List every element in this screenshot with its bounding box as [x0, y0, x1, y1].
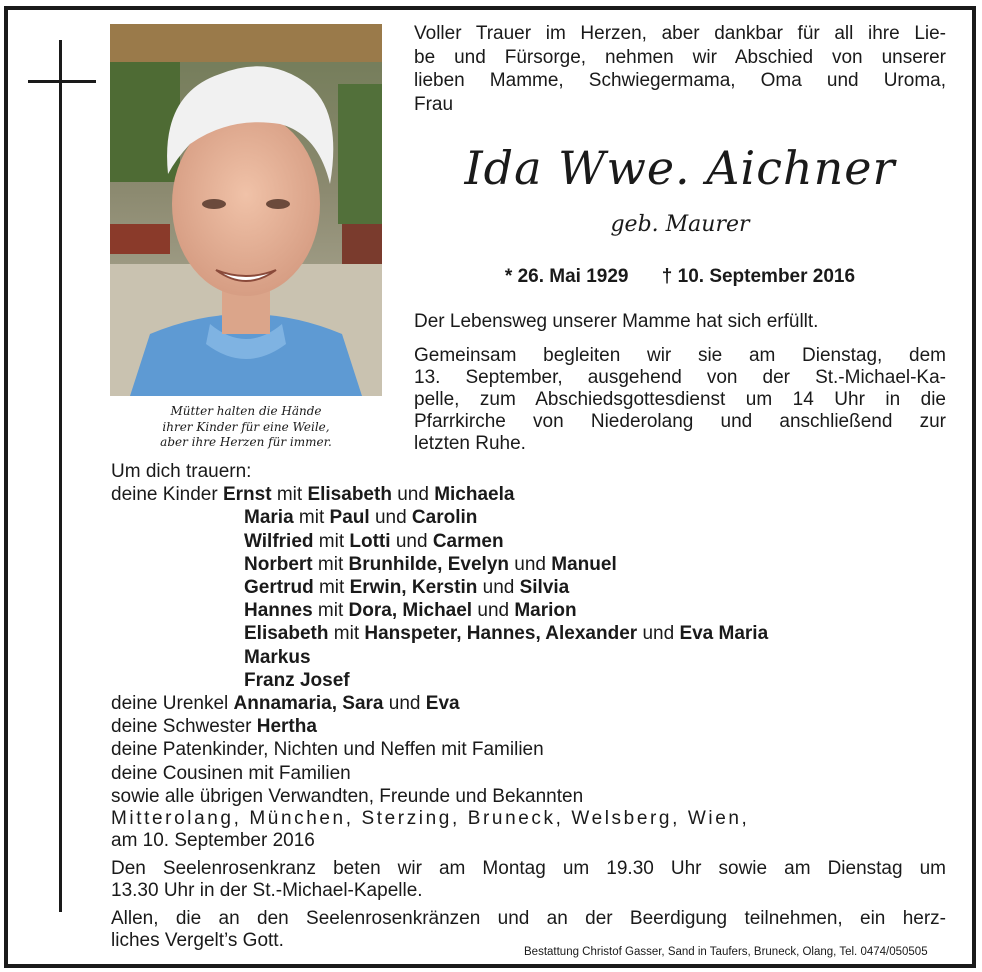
partner-name: Dora,: [348, 600, 398, 622]
funeral-text: [414, 345, 946, 455]
kids-prefix: deine Kinder: [111, 484, 218, 506]
sister-prefix: deine Schwester: [111, 716, 252, 738]
kids-row: [111, 669, 768, 692]
kid-name: Franz Josef: [244, 669, 350, 691]
connector: und: [395, 530, 428, 552]
kids-row: [111, 553, 768, 576]
partner-name: Hanspeter, Hannes, Alexander: [364, 623, 638, 645]
urenkel-name: Eva: [425, 693, 460, 715]
grandchild-name: Evelyn: [447, 553, 510, 575]
urenkel-row: [111, 692, 768, 715]
mourners-list: [111, 460, 768, 808]
date-line: am 10. September 2016: [111, 830, 315, 851]
connector: mit: [276, 484, 303, 506]
others-row: deine Cousinen mit Familien: [111, 762, 351, 784]
portrait-photo: [110, 24, 382, 396]
sister-name: Hertha: [256, 716, 317, 738]
connector: und: [374, 507, 407, 529]
connector: und: [388, 693, 421, 715]
funeral-line: pelle, zum Abschiedsgottesdienst um 14 Uhr in die: [414, 389, 946, 410]
connector: mit: [333, 623, 360, 645]
life-dates: [414, 266, 946, 288]
kids-row: [111, 506, 768, 529]
death-date: † 10. September 2016: [661, 266, 856, 287]
funeral-line: 13. September, ausgehend von der St.-Michael-Ka-: [414, 367, 946, 388]
caption-line: ihrer Kinder für eine Weile,: [162, 419, 330, 434]
connector: mit: [298, 507, 325, 529]
connector: mit: [317, 600, 344, 622]
rosary-line: Den Seelenrosenkranz beten wir am Montag um 19.30 Uhr sowie am Dienstag um: [111, 858, 946, 879]
intro-line: Voller Trauer im Herzen, aber dankbar für all ihre Lie-: [414, 23, 946, 44]
connector: und: [397, 484, 429, 506]
connector: mit: [318, 530, 345, 552]
partner-name: Erwin,: [349, 577, 407, 599]
caption-line: Mütter halten die Hände: [170, 404, 322, 418]
intro-line: lieben Mamme, Schwiegermama, Oma und Uroma,: [414, 70, 946, 91]
grandchild-name: Marion: [514, 600, 577, 622]
kid-name: Norbert: [244, 553, 313, 575]
others-row: sowie alle übrigen Verwandten, Freunde und Bekannten: [111, 785, 584, 807]
photo-caption: [110, 404, 382, 451]
place-line: Mitterolang, München, Sterzing, Bruneck, Welsberg, Wien,: [111, 808, 750, 829]
funeral-line: Pfarrkirche von Niederolang und anschließend zur: [414, 411, 946, 432]
cross-icon-bar: [28, 80, 96, 83]
place-and-date: [111, 808, 946, 852]
grandchild-name: Manuel: [551, 553, 617, 575]
partner-name: Brunhilde,: [348, 553, 443, 575]
grandchild-name: Silvia: [519, 577, 570, 599]
funeral-line: letzten Ruhe.: [414, 433, 526, 454]
grandchild-name: Carmen: [432, 530, 504, 552]
undertaker-credit: Bestattung Christof Gasser, Sand in Taufers, Bruneck, Olang, Tel. 0474/050505: [524, 946, 928, 958]
maiden-name: geb. Maurer: [610, 212, 750, 237]
connector: mit: [318, 577, 345, 599]
kid-name: Markus: [244, 646, 311, 668]
grandchild-name: Michael: [402, 600, 473, 622]
mourners-heading: Um dich trauern:: [111, 461, 252, 482]
kids-row: [111, 530, 768, 553]
connector: und: [477, 600, 510, 622]
urenkel-prefix: deine Urenkel: [111, 693, 229, 715]
grandchild-name: Michaela: [434, 484, 515, 506]
grandchild-name: Kerstin: [411, 577, 478, 599]
urenkel-name: Annamaria, Sara: [233, 693, 384, 715]
birth-date: * 26. Mai 1929: [504, 266, 629, 287]
funeral-line: Gemeinsam begleiten wir sie am Dienstag, dem: [414, 345, 946, 366]
kids-row: [111, 576, 768, 599]
intro-line: be und Fürsorge, nehmen wir Abschied von unserer: [414, 46, 946, 68]
connector: mit: [317, 553, 344, 575]
caption-line: aber ihre Herzen für immer.: [160, 435, 332, 449]
cross-icon: [59, 40, 62, 912]
thanks-line: Allen, die an den Seelenrosenkränzen und an der Beerdigung teilnehmen, ein herz-: [111, 908, 946, 929]
kid-name: Hannes: [244, 600, 313, 622]
others-row: deine Patenkinder, Nichten und Neffen mit Familien: [111, 739, 544, 761]
life-sentence: [414, 311, 946, 333]
connector: und: [482, 577, 515, 599]
intro-line: Frau: [414, 93, 454, 115]
life-line: Der Lebensweg unserer Mamme hat sich erfüllt.: [414, 311, 819, 332]
kids-row: [111, 599, 768, 622]
partner-name: Elisabeth: [307, 484, 392, 506]
kid-name: Gertrud: [244, 577, 314, 599]
kid-name: Ernst: [222, 484, 272, 506]
partner-name: Paul: [329, 507, 370, 529]
grandchild-name: Eva Maria: [679, 623, 769, 645]
kid-name: Maria: [244, 507, 294, 529]
connector: und: [514, 553, 546, 575]
intro-text: [414, 22, 946, 116]
kid-name: Elisabeth: [244, 623, 329, 645]
kids-row: [111, 622, 768, 645]
thanks-line: liches Vergelt’s Gott.: [111, 930, 284, 951]
kids-row: [111, 483, 768, 506]
kid-name: Wilfried: [244, 530, 314, 552]
connector: und: [642, 623, 675, 645]
deceased-name: Ida Wwe. Aichner: [464, 141, 896, 195]
rosary-text: [111, 858, 946, 902]
rosary-line: 13.30 Uhr in der St.-Michael-Kapelle.: [111, 880, 423, 901]
partner-name: Lotti: [349, 530, 391, 552]
kids-row: [111, 646, 768, 669]
sister-row: [111, 715, 768, 738]
grandchild-name: Carolin: [411, 507, 478, 529]
